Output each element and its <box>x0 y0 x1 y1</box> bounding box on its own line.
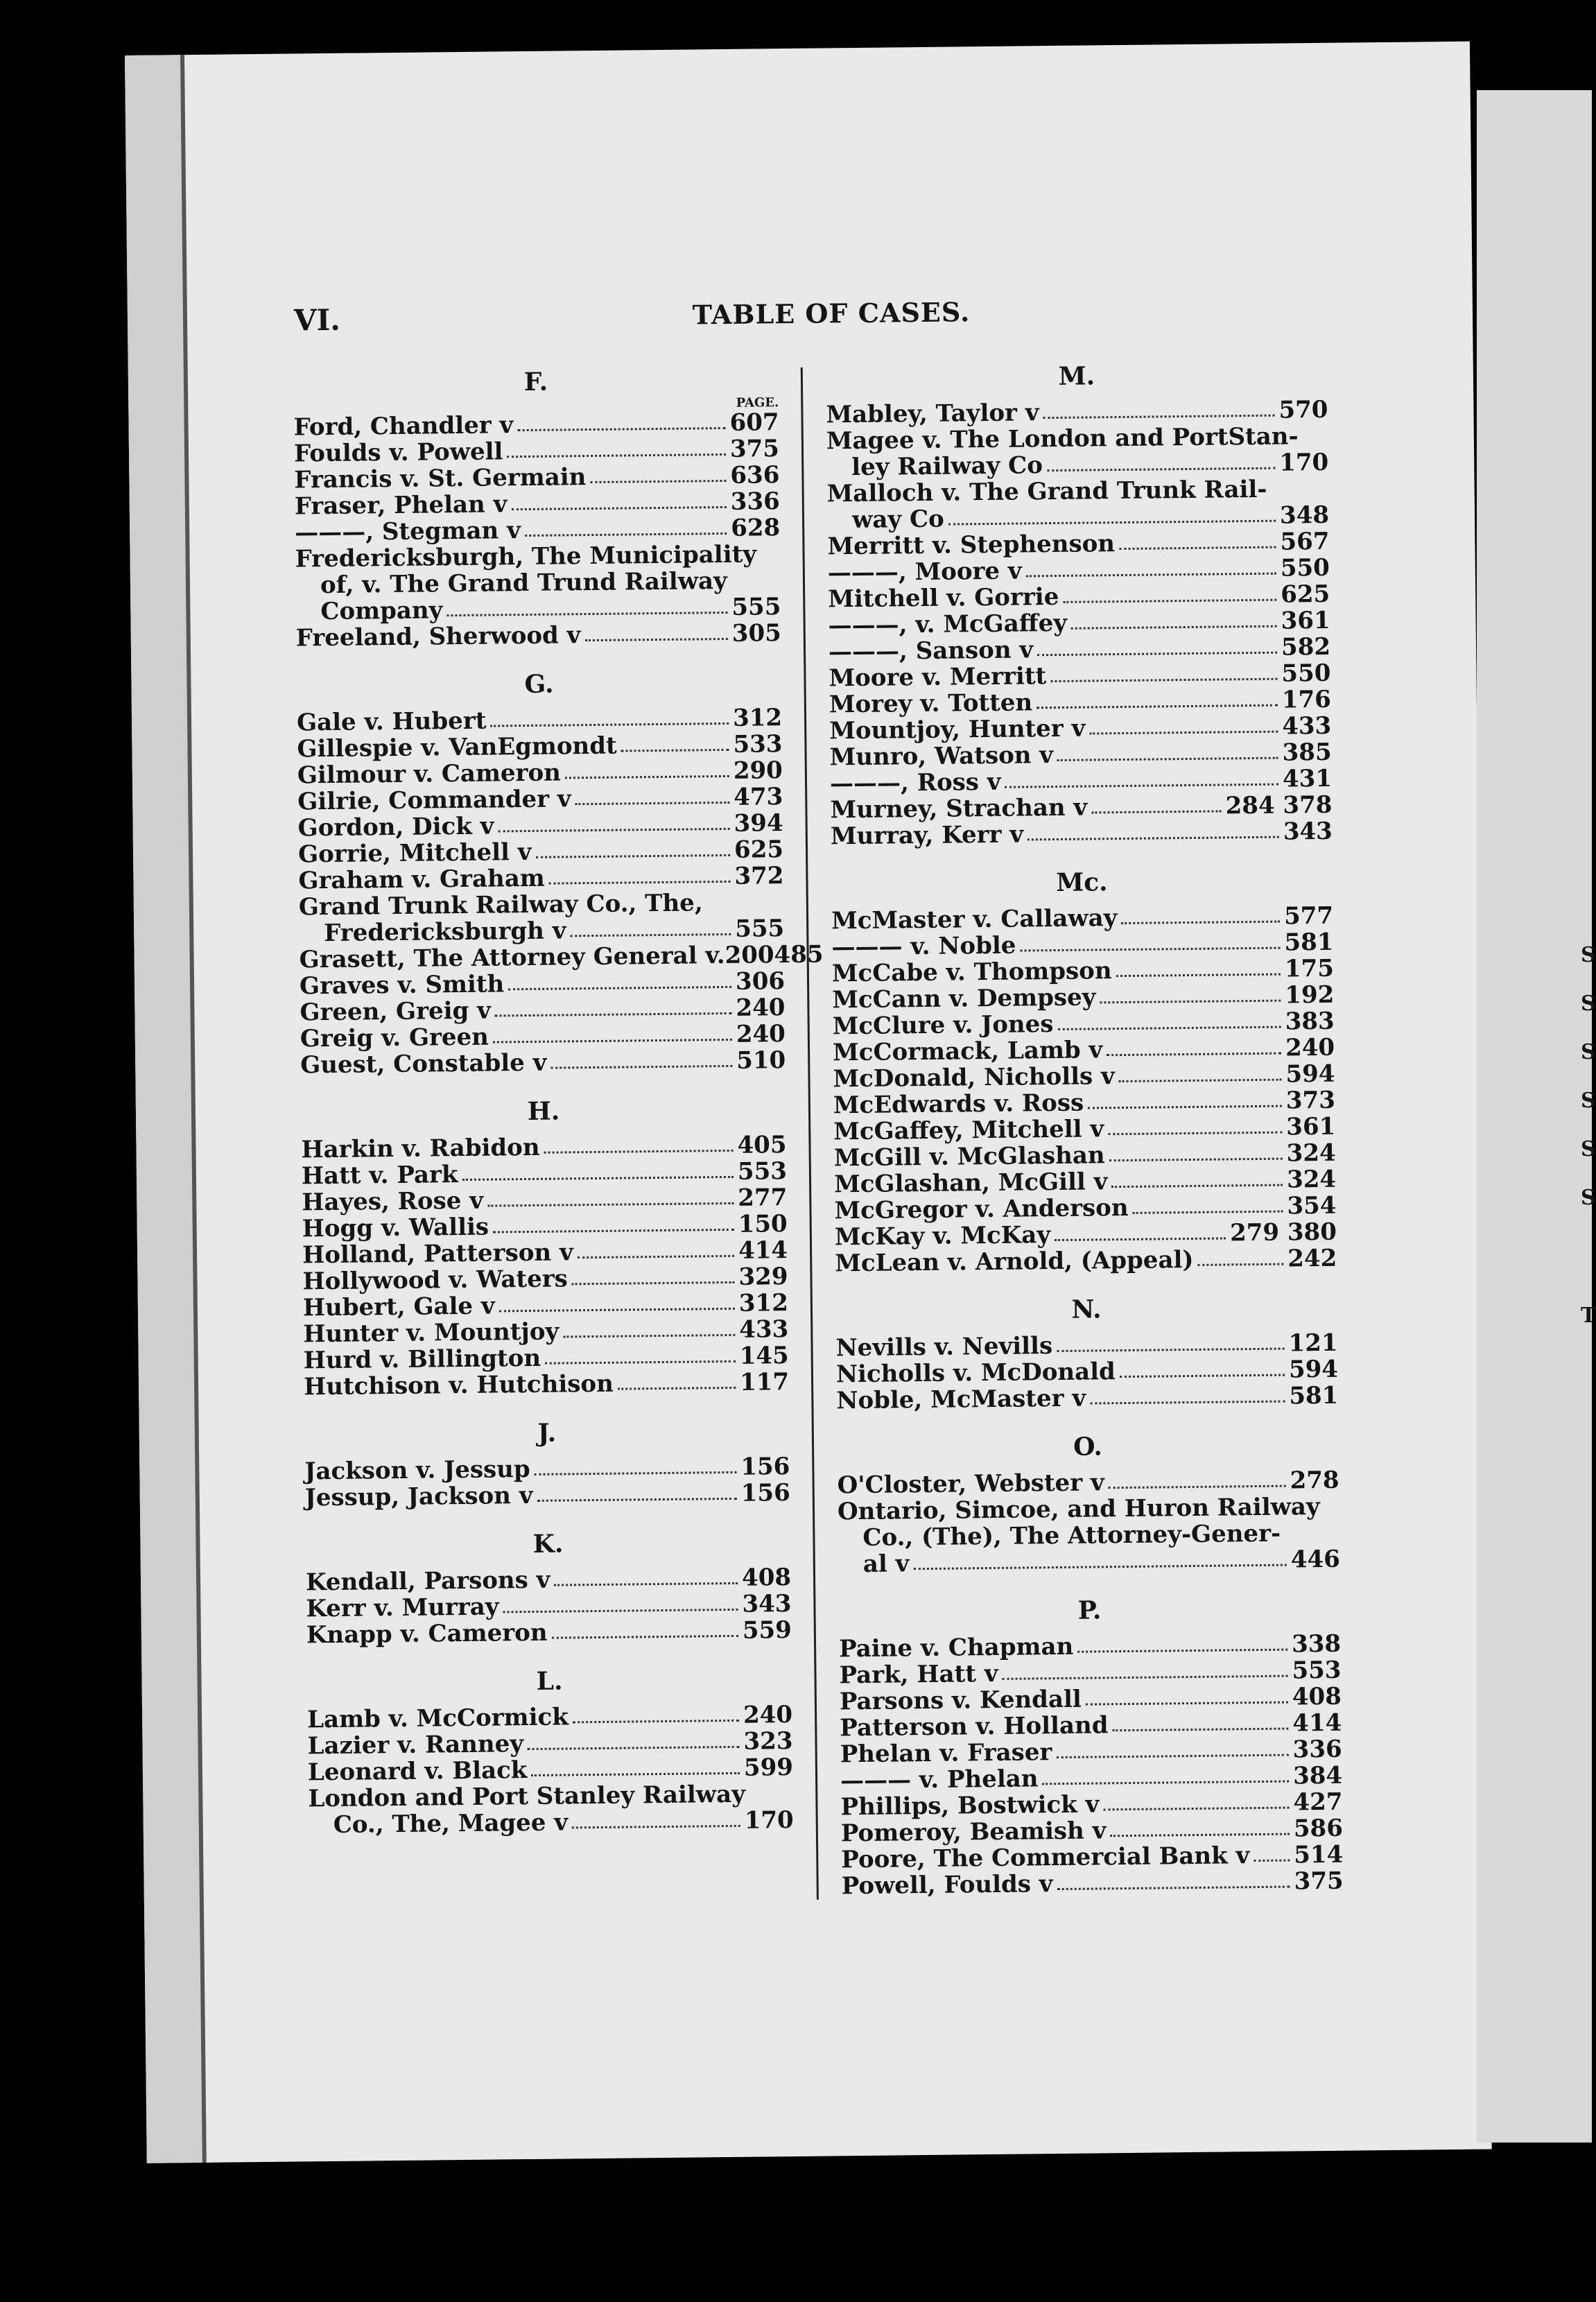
dot-leader <box>493 1039 732 1044</box>
page-number: 312 <box>732 704 783 732</box>
case-name: Foulds v. Powell <box>293 438 503 468</box>
page-number: 145 <box>739 1342 789 1370</box>
dot-leader <box>618 1387 736 1390</box>
case-name: McGregor v. Anderson <box>834 1193 1129 1225</box>
page-number: 278 <box>1290 1466 1339 1495</box>
case-name: Harkin v. Rabidon <box>301 1133 540 1164</box>
case-name: Ford, Chandler v <box>293 411 514 442</box>
dot-leader <box>549 881 731 885</box>
case-name: Lamb v. McCormick <box>306 1703 569 1734</box>
page-number: 586 <box>1293 1814 1344 1843</box>
case-name: Greig v. Green <box>300 1023 489 1053</box>
case-name: London and Port Stanley Railway <box>308 1780 746 1813</box>
page-number: 383 <box>1285 1007 1335 1036</box>
case-name: Hollywood v. Waters <box>302 1265 569 1296</box>
dot-leader <box>528 1746 740 1750</box>
dot-leader <box>1057 1886 1290 1891</box>
case-name: Hayes, Rose v <box>302 1186 484 1217</box>
section-letter: K. <box>532 1529 564 1559</box>
case-name: Gorrie, Mitchell v <box>297 838 532 869</box>
dot-leader <box>550 1065 732 1069</box>
case-name: Hubert, Gale v <box>302 1292 495 1322</box>
page-number: 581 <box>1289 1381 1339 1410</box>
page-number: 354 <box>1287 1191 1337 1220</box>
case-name: Parsons v. Kendall <box>839 1685 1082 1716</box>
case-name: Mabley, Taylor v <box>826 399 1039 429</box>
page-number: 117 <box>739 1368 790 1396</box>
page-number: 408 <box>741 1564 792 1592</box>
case-name: McClure v. Jones <box>832 1010 1054 1041</box>
case-name: Mountjoy, Hunter v <box>829 714 1086 745</box>
dot-leader <box>1103 1807 1289 1811</box>
dot-leader <box>1116 973 1281 977</box>
dot-leader <box>913 1564 1286 1570</box>
dot-leader <box>1027 836 1279 841</box>
dot-leader <box>1089 731 1278 735</box>
index-entry <box>295 567 781 598</box>
page-number: 361 <box>1286 1112 1336 1141</box>
case-name: Knapp v. Cameron <box>306 1618 548 1650</box>
page-number: 240 <box>1285 1033 1335 1062</box>
facing-page <box>1477 90 1596 2143</box>
page-number: 373 <box>1285 1086 1336 1115</box>
dot-leader <box>552 1635 738 1639</box>
case-name: ———, Moore v <box>827 557 1022 587</box>
case-name: Morey v. Totten <box>829 689 1033 719</box>
case-name: Co., (The), The Attorney-Gener- <box>862 1519 1281 1552</box>
case-name: Graves v. Smith <box>299 970 505 1001</box>
page-number: 555 <box>731 593 781 621</box>
case-name: Hurd v. Billington <box>303 1344 541 1375</box>
page-number: 284 378 <box>1225 790 1333 820</box>
case-name: Merritt v. Stephenson <box>827 530 1116 561</box>
index-entry <box>308 1781 793 1812</box>
case-name: Malloch v. The Grand Trunk Rail- <box>826 475 1267 508</box>
dot-leader <box>511 506 726 510</box>
dot-leader <box>1113 1728 1289 1732</box>
case-name: Guest, Constable v <box>300 1048 547 1080</box>
dot-leader <box>572 1281 735 1285</box>
section-letter: Mc. <box>1056 867 1108 897</box>
dot-leader <box>536 854 731 858</box>
page-number: 581 <box>1284 928 1334 957</box>
dot-leader <box>578 1255 734 1258</box>
case-name: ——— v. Noble <box>831 931 1016 962</box>
page-number: 559 <box>742 1616 792 1645</box>
case-name: McDonald, Nicholls v <box>833 1062 1115 1093</box>
dot-leader <box>1110 1833 1290 1837</box>
case-name: O'Closter, Webster v <box>837 1469 1104 1500</box>
dot-leader <box>573 1720 739 1724</box>
page-number: 625 <box>1281 580 1330 609</box>
dot-leader <box>1108 1132 1282 1136</box>
case-name: Poore, The Commercial Bank v <box>841 1842 1250 1874</box>
dot-leader <box>487 1202 734 1207</box>
page-number: 594 <box>1288 1355 1339 1384</box>
page-number: 324 <box>1286 1139 1336 1168</box>
case-name: Lazier v. Ranney <box>307 1730 524 1760</box>
page-number: 394 <box>734 809 783 838</box>
case-name: ley Railway Co <box>851 451 1043 482</box>
index-entry <box>835 1219 1337 1251</box>
case-name: Gale v. Hubert <box>296 707 487 737</box>
page-number: 329 <box>738 1263 788 1291</box>
dot-leader <box>503 1609 738 1613</box>
section-letter: H. <box>527 1096 560 1127</box>
dot-leader <box>563 1334 735 1338</box>
dot-leader <box>537 1498 737 1502</box>
page-number: 550 <box>1280 553 1330 582</box>
facing-page-letter: S <box>1581 1137 1596 1161</box>
dot-leader <box>1090 1401 1285 1405</box>
case-name: McCabe v. Thompson <box>831 957 1112 988</box>
page-number: 414 <box>738 1236 788 1265</box>
dot-leader <box>1086 1702 1288 1706</box>
case-name: Phelan v. Fraser <box>840 1738 1052 1769</box>
case-name: McGill v. McGlashan <box>833 1141 1105 1172</box>
case-name: McKay v. McKay <box>834 1221 1051 1252</box>
book-page <box>125 42 1492 2163</box>
page-number: 427 <box>1293 1788 1343 1817</box>
section-letter: F. <box>523 367 548 397</box>
page-number: 384 <box>1292 1761 1343 1790</box>
case-name: Kerr v. Murray <box>306 1593 499 1623</box>
dot-leader <box>1254 1860 1290 1862</box>
dot-leader <box>1198 1263 1284 1266</box>
dot-leader <box>1119 546 1276 550</box>
page-numeral: VI. <box>293 302 341 338</box>
page-number: 121 <box>1288 1329 1338 1358</box>
case-name: al v <box>862 1550 910 1578</box>
case-name: Green, Greig v <box>300 996 492 1027</box>
case-name: Powell, Foulds v <box>841 1870 1053 1901</box>
page-number: 240 <box>743 1701 793 1729</box>
case-name: McCormack, Lamb v <box>832 1036 1103 1067</box>
page-number: 446 <box>1290 1545 1341 1574</box>
page-number: 277 <box>738 1184 788 1212</box>
dot-leader <box>565 775 729 779</box>
page-number: 336 <box>1292 1735 1342 1764</box>
dot-leader <box>508 986 731 990</box>
case-name: Magee v. The London and PortStan- <box>826 422 1299 456</box>
page-number: 338 <box>1291 1629 1342 1659</box>
dot-leader <box>545 1360 736 1365</box>
page-number: 607 <box>729 408 779 437</box>
case-name: Noble, McMaster v <box>836 1384 1086 1415</box>
dot-leader <box>1119 1079 1282 1082</box>
page-number: 361 <box>1281 606 1330 635</box>
dot-leader <box>575 802 730 805</box>
dot-leader <box>1026 573 1276 578</box>
case-name: Holland, Patterson v <box>302 1238 573 1270</box>
case-name: Grand Trunk Railway Co., The, <box>298 889 703 921</box>
case-name: Jessup, Jackson v <box>304 1481 533 1512</box>
page-number: 323 <box>743 1727 793 1756</box>
dot-leader <box>1036 704 1278 709</box>
index-entry <box>299 940 824 974</box>
dot-leader <box>517 427 725 431</box>
facing-page-letter: T <box>1581 1304 1596 1328</box>
dot-leader <box>495 1012 732 1017</box>
page-number: 385 <box>1282 738 1332 767</box>
case-name: Murney, Strachan v <box>830 793 1088 824</box>
page-number: 431 <box>1282 764 1333 793</box>
case-name: Nicholls v. McDonald <box>835 1358 1116 1389</box>
case-name: Hunter v. Mountjoy <box>303 1317 560 1349</box>
case-name: Munro, Watson v <box>829 741 1054 772</box>
dot-leader <box>1107 1053 1281 1057</box>
dot-leader <box>572 1825 740 1829</box>
case-name: Grasett, The Attorney General v.200 <box>299 941 774 974</box>
case-name: way Co <box>851 505 944 535</box>
case-name: Mitchell v. Gorrie <box>828 582 1059 614</box>
case-name: Fredericksburgh, The Municipality <box>295 540 757 573</box>
dot-leader <box>1071 625 1277 630</box>
facing-page-letter: S <box>1581 1186 1596 1210</box>
page-number: 372 <box>734 862 784 890</box>
page-number: 533 <box>733 730 783 759</box>
dot-leader <box>590 480 726 483</box>
page-number: 414 <box>1292 1708 1342 1738</box>
case-name: Phillips, Bostwick v <box>840 1790 1100 1821</box>
page-number: 599 <box>743 1754 794 1782</box>
page-number: 290 <box>733 756 783 785</box>
case-name: McGlashan, McGill v <box>833 1168 1108 1199</box>
page-number: 242 <box>1287 1244 1337 1273</box>
page-number: 408 <box>1292 1682 1342 1711</box>
dot-leader <box>1120 1374 1285 1378</box>
case-name: Paine v. Chapman <box>838 1632 1074 1663</box>
case-name: Gordon, Dick v <box>297 812 494 842</box>
case-name: Moore v. Merritt <box>829 662 1047 693</box>
dot-leader <box>571 933 731 937</box>
facing-page-letter: S <box>1581 992 1596 1016</box>
case-name: of, v. The Grand Trund Railway <box>320 566 727 600</box>
dot-leader <box>1055 1237 1226 1241</box>
dot-leader <box>1021 947 1281 952</box>
page-number: 375 <box>1294 1867 1344 1896</box>
case-name: ———, Stegman v <box>295 517 521 547</box>
index-entry <box>838 1520 1339 1552</box>
page-number: 567 <box>1280 527 1330 556</box>
dot-leader <box>1050 678 1277 682</box>
case-name: Gillespie v. VanEgmondt <box>297 732 617 763</box>
dot-leader <box>1003 1675 1288 1680</box>
page-number: 305 <box>731 619 781 648</box>
page-number: 555 <box>735 915 785 943</box>
dot-leader <box>490 722 729 727</box>
dot-leader <box>1091 810 1221 813</box>
facing-page-letter: S <box>1581 943 1596 967</box>
page-number: 514 <box>1294 1840 1344 1869</box>
case-name: Leonard v. Black <box>307 1756 528 1787</box>
section-letter: P. <box>1077 1595 1102 1625</box>
case-name: Murray, Kerr v <box>830 820 1024 851</box>
dot-leader <box>544 1150 734 1154</box>
page-number: 279 380 <box>1229 1218 1337 1247</box>
section-letter: J. <box>537 1418 557 1448</box>
column-divider <box>801 367 819 1900</box>
case-name: ———, v. McGaffey <box>828 609 1068 640</box>
page-number: 306 <box>735 967 786 996</box>
page-number: 473 <box>734 783 783 811</box>
page-number: 156 <box>740 1479 790 1507</box>
case-name: McMaster v. Callaway <box>831 904 1118 935</box>
index-entry <box>830 792 1332 824</box>
left-index-column <box>293 361 824 1855</box>
page-number: 170 <box>744 1806 794 1835</box>
page-number: 175 <box>1284 954 1335 983</box>
case-name: Patterson v. Holland <box>840 1711 1109 1742</box>
page-number: 553 <box>1292 1656 1342 1685</box>
page-number: 375 <box>729 435 780 463</box>
case-name: McCann v. Dempsey <box>832 983 1096 1014</box>
case-name: McEdwards v. Ross <box>833 1089 1084 1120</box>
dot-leader <box>462 1176 734 1181</box>
case-name: McLean v. Arnold, (Appeal) <box>835 1245 1194 1278</box>
page-number: 176 <box>1281 685 1332 714</box>
dot-leader <box>1043 415 1275 419</box>
page-number: 324 <box>1286 1165 1337 1194</box>
case-name: Hogg v. Wallis <box>302 1213 489 1243</box>
dot-leader <box>1109 1158 1283 1162</box>
page-title: TABLE OF CASES. <box>692 296 971 331</box>
dot-leader <box>525 533 727 537</box>
dot-leader <box>1005 784 1279 788</box>
page-number: 485 <box>774 940 824 969</box>
dot-leader <box>507 453 726 458</box>
page-number: 594 <box>1285 1059 1335 1089</box>
dot-leader <box>1133 1211 1283 1214</box>
case-name: Gilmour v. Cameron <box>297 759 562 790</box>
facing-page-letter: S <box>1581 1089 1596 1113</box>
case-name: Graham v. Graham <box>298 864 545 895</box>
running-header <box>294 292 1369 345</box>
case-name: Kendall, Parsons v <box>305 1566 550 1597</box>
dot-leader <box>1047 467 1275 471</box>
case-name: Francis v. St. Germain <box>294 463 587 494</box>
dot-leader <box>493 1229 734 1234</box>
case-name: Company <box>320 596 443 626</box>
section-letter: L. <box>536 1666 563 1696</box>
dot-leader <box>1121 921 1280 924</box>
page-number: 433 <box>1282 711 1332 741</box>
dot-leader <box>1043 1781 1290 1785</box>
page-number: 636 <box>730 461 780 490</box>
dot-leader <box>1100 1000 1281 1004</box>
right-index-column <box>826 355 1344 1916</box>
case-name: ——— v. Phelan <box>840 1765 1039 1795</box>
dot-leader <box>498 828 729 833</box>
case-name: Co., The, Magee v <box>333 1808 569 1839</box>
page-number: 150 <box>738 1210 788 1238</box>
case-name: Freeland, Sherwood v <box>295 621 581 652</box>
case-name: McGaffey, Mitchell v <box>833 1115 1104 1146</box>
section-letter: O. <box>1073 1432 1103 1462</box>
page-number: 570 <box>1278 395 1328 424</box>
dot-leader <box>621 749 729 752</box>
case-name: Park, Hatt v <box>839 1659 998 1690</box>
dot-leader <box>1063 599 1276 603</box>
dot-leader <box>1109 1485 1286 1489</box>
dot-leader <box>499 1308 735 1313</box>
case-name: ———, Ross v <box>829 768 1001 798</box>
section-letter: M. <box>1058 361 1095 391</box>
page-number: 405 <box>737 1131 787 1159</box>
section-letter: G. <box>524 669 554 700</box>
page-number: 553 <box>737 1157 788 1186</box>
page-number: 550 <box>1281 659 1331 688</box>
case-name: Jackson v. Jessup <box>304 1455 530 1486</box>
case-name: Fraser, Phelan v <box>294 490 508 521</box>
page-number: 628 <box>730 514 781 542</box>
page-number: 577 <box>1283 901 1334 931</box>
dot-leader <box>554 1582 738 1586</box>
dot-leader <box>1111 1184 1283 1188</box>
page-number: 510 <box>736 1046 786 1075</box>
section-letter: N. <box>1071 1295 1102 1324</box>
dot-leader <box>1088 1105 1282 1109</box>
page-number: 348 <box>1279 501 1330 530</box>
dot-leader <box>1077 1649 1287 1653</box>
page-number: 192 <box>1285 980 1335 1010</box>
dot-leader <box>948 520 1276 526</box>
index-entry <box>826 423 1328 455</box>
case-name: Ontario, Simcoe, and Huron Railway <box>837 1493 1320 1526</box>
index-entry <box>826 476 1328 508</box>
page-number: 343 <box>742 1590 792 1618</box>
page-column-label: PAGE. <box>736 395 779 410</box>
dot-leader <box>1037 652 1277 657</box>
dot-leader <box>584 638 727 641</box>
page-number: 625 <box>734 836 784 864</box>
case-name: Fredericksburgh v <box>324 917 566 948</box>
page-number: 240 <box>736 1020 786 1048</box>
page-number: 156 <box>740 1453 790 1481</box>
case-name: Pomeroy, Beamish v <box>840 1817 1107 1848</box>
facing-page-letter: S <box>1581 1040 1596 1064</box>
dot-leader <box>1057 757 1278 761</box>
case-name: Nevills v. Nevills <box>835 1332 1053 1362</box>
dot-leader <box>535 1471 737 1475</box>
page-number: 312 <box>738 1289 789 1317</box>
case-name: Gilrie, Commander v <box>297 785 571 816</box>
dot-leader <box>446 612 727 616</box>
case-name: Hutchison v. Hutchison <box>303 1369 614 1401</box>
dot-leader <box>1056 1754 1288 1759</box>
case-name: ———, Sanson v <box>828 636 1034 666</box>
dot-leader <box>531 1772 740 1776</box>
page-number: 582 <box>1281 632 1331 661</box>
dot-leader <box>1057 1348 1284 1352</box>
page-number: 433 <box>739 1315 789 1344</box>
page-number: 170 <box>1279 448 1329 477</box>
page-number: 343 <box>1283 817 1333 846</box>
case-name: Hatt v. Park <box>301 1161 458 1191</box>
page-number: 336 <box>730 487 780 516</box>
page-number: 240 <box>736 994 786 1022</box>
dot-leader <box>1057 1026 1281 1030</box>
